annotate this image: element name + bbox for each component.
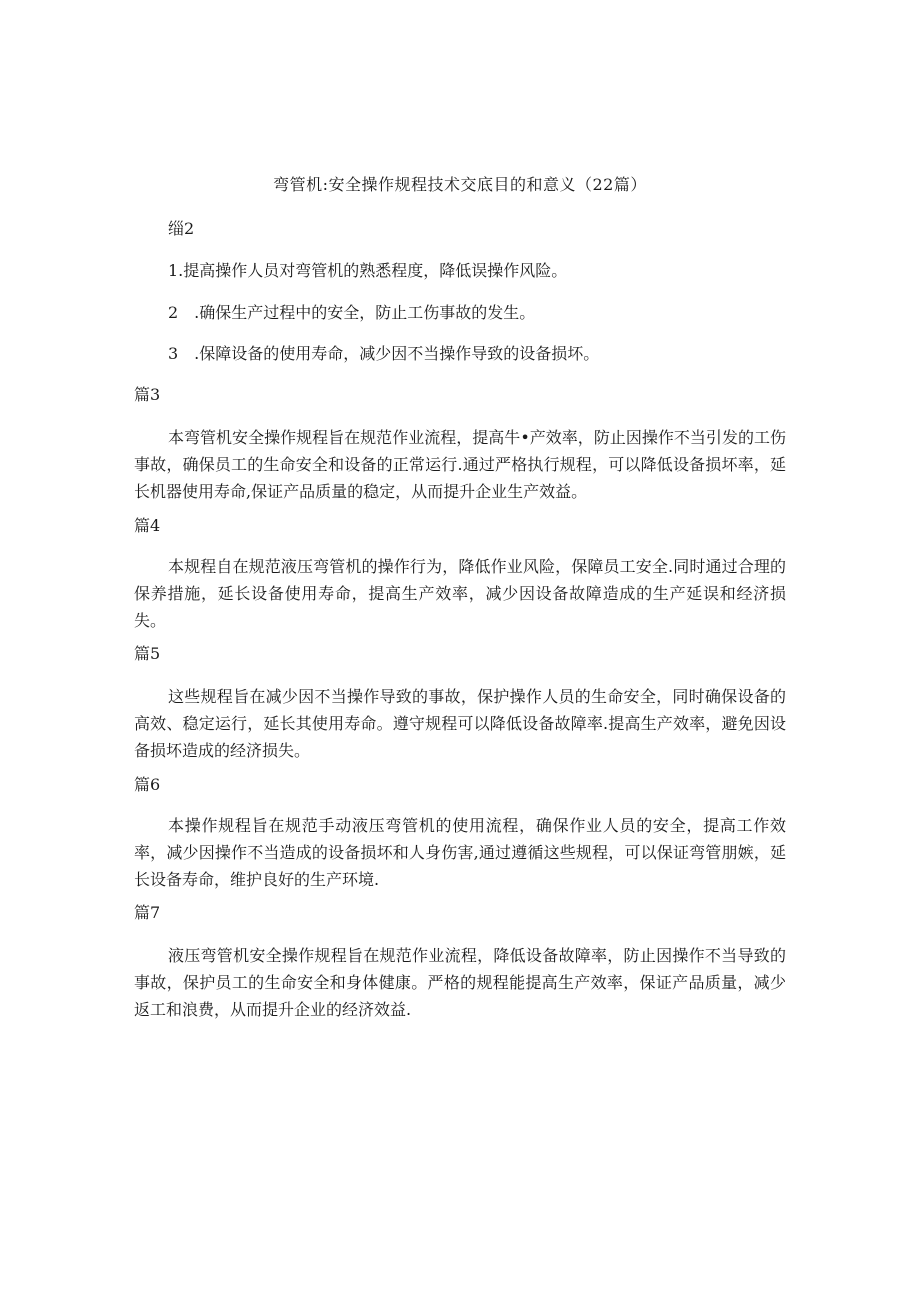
- section-6-paragraph: 本操作规程旨在规范手动液压弯管机的使用流程，确保作业人员的安全，提高工作效率，减少因操作不当造成的设备损坏和人身伤害,通过遵循这些规程，可以保证弯管朋嫉，延长设备寿命，维护良好的生产环境.: [134, 816, 786, 889]
- section-6-heading: 篇6: [134, 775, 161, 794]
- section-3-heading: 篇3: [134, 385, 161, 404]
- list-item-1: 1.提高操作人员对弯管机的熟悉程度，降低误操作风险。: [168, 261, 568, 280]
- section-4-paragraph: 本规程自在规范液压弯管机的操作行为，降低作业风险，保障员工安全.同时通过合理的保养措施，延长设备使用寿命，提高生产效率，减少因设备故障造成的生产延误和经济损失。: [134, 557, 786, 630]
- section-5-heading: 篇5: [134, 644, 161, 663]
- section-7-heading: 篇7: [134, 903, 161, 922]
- section-7-paragraph: 液压弯管机安全操作规程旨在规范作业流程，降低设备故障率，防止因操作不当导致的事故，保护员工的生命安全和身体健康。严格的规程能提高生产效率，保证产品质量，减少返工和浪费，从而提升企业的经济效益.: [134, 946, 786, 1019]
- list-item-3: 3 .保障设备的使用寿命，减少因不当操作导致的设备损坏。: [168, 344, 600, 363]
- list-item-2: 2 .确保生产过程中的安全，防止工伤事故的发生。: [168, 303, 536, 322]
- document-title: 弯管机:安全操作规程技术交底目的和意义（22篇）: [273, 175, 647, 194]
- section-2-heading: 缁2: [168, 219, 195, 238]
- section-4-heading: 篇4: [134, 516, 161, 535]
- section-5-paragraph: 这些规程旨在减少因不当操作导致的事故，保护操作人员的生命安全，同时确保设备的高效、稳定运行，延长其使用寿命。遵守规程可以降低设备故障率.提高生产效率，避免因设备损坏造成的经济损失。: [134, 687, 786, 760]
- section-3-paragraph: 本弯管机安全操作规程旨在规范作业流程，提高牛•产效率，防止因操作不当引发的工伤事故，确保员工的生命安全和设备的正常运行.通过严格执行规程，可以降低设备损坏率，延长机器使用寿命,保证产品质量的稳定，从而提升企业生产效益。: [134, 428, 786, 501]
